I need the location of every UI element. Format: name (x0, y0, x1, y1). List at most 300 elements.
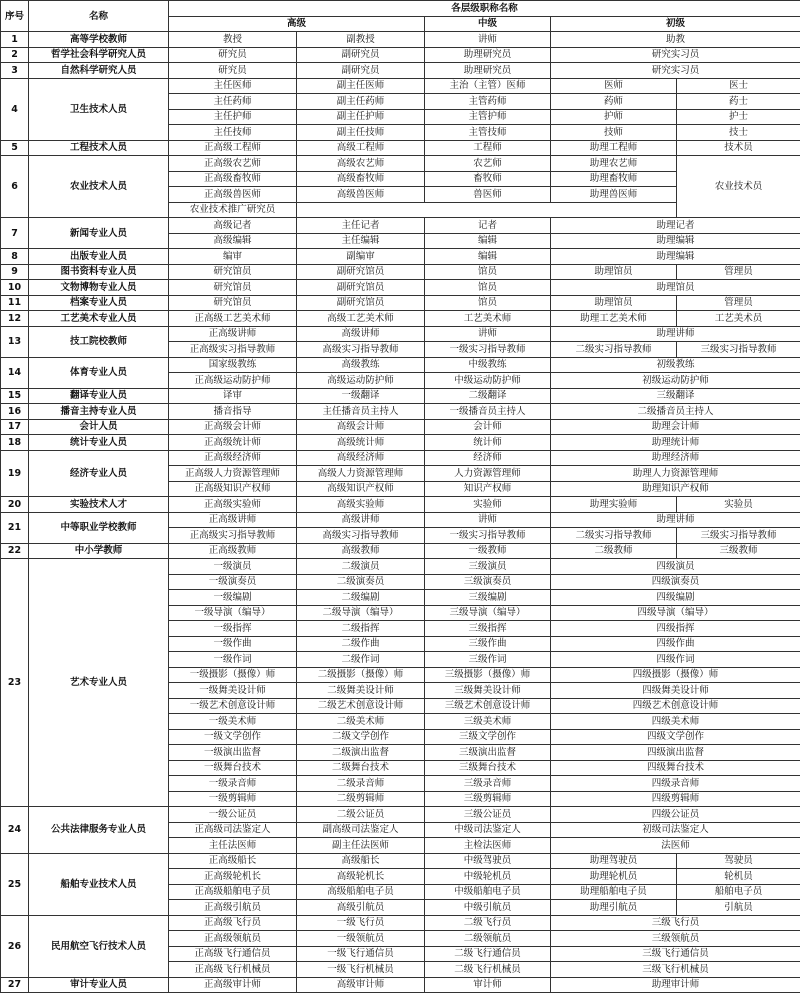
table-row (1, 140, 800, 156)
title-cell: 副主任技师 (297, 125, 425, 141)
title-cell: 二级飞行员 (425, 915, 551, 931)
title-cell: 正高级实验师 (169, 497, 297, 513)
title-cell: 主任技师 (169, 125, 297, 141)
title-cell: 二级剪辑师 (297, 791, 425, 807)
title-cell: 副研究馆员 (297, 264, 425, 280)
title-cell: 高级审计师 (297, 977, 425, 993)
title-cell: 驾驶员 (677, 853, 800, 869)
row-index: 4 (1, 78, 29, 140)
title-cell: 兽医师 (425, 187, 551, 203)
title-cell: 四级舞美设计师 (551, 683, 800, 699)
title-cell: 一级作曲 (169, 636, 297, 652)
title-cell: 正高级飞行通信员 (169, 946, 297, 962)
title-cell: 主任护师 (169, 109, 297, 125)
title-cell: 三级实习指导教师 (677, 528, 800, 544)
row-name: 会计人员 (29, 419, 169, 435)
title-cell: 助理工艺美术师 (551, 311, 677, 327)
title-cell: 正高级飞行机械员 (169, 962, 297, 978)
title-cell: 高级教师 (297, 543, 425, 559)
title-cell: 中级司法鉴定人 (425, 822, 551, 838)
row-name: 图书资料专业人员 (29, 264, 169, 280)
title-cell: 四级摄影（摄像）师 (551, 667, 800, 683)
title-cell: 主治（主管）医师 (425, 78, 551, 94)
title-cell: 引航员 (677, 900, 800, 916)
row-index: 10 (1, 280, 29, 296)
row-index: 11 (1, 295, 29, 311)
title-cell: 高级统计师 (297, 435, 425, 451)
row-index: 1 (1, 32, 29, 48)
title-cell: 高级知识产权师 (297, 481, 425, 497)
title-cell: 初级教练 (551, 357, 800, 373)
title-cell: 工程师 (425, 140, 551, 156)
title-cell: 高级经济师 (297, 450, 425, 466)
row-index: 9 (1, 264, 29, 280)
title-cell: 正高级兽医师 (169, 187, 297, 203)
row-index: 7 (1, 218, 29, 249)
title-cell: 三级摄影（摄像）师 (425, 667, 551, 683)
row-name: 经济专业人员 (29, 450, 169, 497)
table-row (1, 63, 800, 79)
title-cell: 正高级船长 (169, 853, 297, 869)
table-row (1, 218, 800, 234)
row-index: 13 (1, 326, 29, 357)
title-cell: 中级运动防护师 (425, 373, 551, 389)
title-cell: 中级驾驶员 (425, 853, 551, 869)
row-name: 实验技术人才 (29, 497, 169, 513)
title-cell: 农业技术推广研究员 (169, 202, 297, 218)
row-name: 体育专业人员 (29, 357, 169, 388)
title-cell: 三级飞行通信员 (551, 946, 800, 962)
title-cell: 研究馆员 (169, 264, 297, 280)
title-cell: 助理会计师 (551, 419, 800, 435)
title-cell: 三级演出监督 (425, 745, 551, 761)
table-row (1, 295, 800, 311)
title-cell: 助理审计师 (551, 977, 800, 993)
header-low: 初级 (551, 16, 800, 32)
title-cell: 助理驾驶员 (551, 853, 677, 869)
title-cell: 一级演出监督 (169, 745, 297, 761)
title-cell: 正高级工艺美术师 (169, 311, 297, 327)
title-cell: 三级教师 (677, 543, 800, 559)
table-row (1, 311, 800, 327)
title-cell: 一级演员 (169, 559, 297, 575)
row-index: 5 (1, 140, 29, 156)
title-cell: 高级工程师 (297, 140, 425, 156)
title-cell: 高级运动防护师 (297, 373, 425, 389)
title-cell: 主管护师 (425, 109, 551, 125)
title-cell: 三级公证员 (425, 807, 551, 823)
title-cell: 正高级教师 (169, 543, 297, 559)
row-name: 播音主持专业人员 (29, 404, 169, 420)
row-index: 19 (1, 450, 29, 497)
title-cell: 教授 (169, 32, 297, 48)
title-cell: 馆员 (425, 295, 551, 311)
title-cell: 四级舞台技术 (551, 760, 800, 776)
title-cell: 四级导演（编导） (551, 605, 800, 621)
row-index: 15 (1, 388, 29, 404)
title-cell: 会计师 (425, 419, 551, 435)
row-name: 中小学教师 (29, 543, 169, 559)
row-name: 工艺美术专业人员 (29, 311, 169, 327)
title-cell: 高级畜牧师 (297, 171, 425, 187)
title-cell: 二级翻译 (425, 388, 551, 404)
title-cell: 初级司法鉴定人 (551, 822, 800, 838)
row-index: 22 (1, 543, 29, 559)
title-cell: 助理知识产权师 (551, 481, 800, 497)
table-row (1, 512, 800, 528)
title-cell: 一级剪辑师 (169, 791, 297, 807)
title-cell: 一级舞美设计师 (169, 683, 297, 699)
title-cell: 实验员 (677, 497, 800, 513)
title-cell: 记者 (425, 218, 551, 234)
title-cell: 管理员 (677, 264, 800, 280)
title-cell: 二级舞美设计师 (297, 683, 425, 699)
title-cell: 讲师 (425, 326, 551, 342)
row-index: 16 (1, 404, 29, 420)
title-cell: 技术员 (677, 140, 800, 156)
title-cell: 讲师 (425, 512, 551, 528)
title-cell: 正高级轮机长 (169, 869, 297, 885)
empty-cell (297, 202, 677, 218)
title-cell: 二级实习指导教师 (551, 342, 677, 358)
table-row (1, 404, 800, 420)
title-cell: 一级录音师 (169, 776, 297, 792)
row-name: 档案专业人员 (29, 295, 169, 311)
row-index: 2 (1, 47, 29, 63)
row-index: 21 (1, 512, 29, 543)
title-cell: 二级作词 (297, 652, 425, 668)
title-cell: 四级作词 (551, 652, 800, 668)
title-cell: 助理研究员 (425, 63, 551, 79)
title-cell: 工艺美术师 (425, 311, 551, 327)
title-cell: 高级引航员 (297, 900, 425, 916)
title-cell: 高级兽医师 (297, 187, 425, 203)
title-cell: 四级美术师 (551, 714, 800, 730)
title-cell: 一级飞行员 (297, 915, 425, 931)
title-cell: 三级导演（编导） (425, 605, 551, 621)
title-cell: 船舶电子员 (677, 884, 800, 900)
title-cell: 高级编辑 (169, 233, 297, 249)
table-row (1, 853, 800, 869)
title-cell: 高级人力资源管理师 (297, 466, 425, 482)
title-cell: 副主任护师 (297, 109, 425, 125)
title-cell: 二级演出监督 (297, 745, 425, 761)
table-row (1, 326, 800, 342)
title-cell: 二级指挥 (297, 621, 425, 637)
title-cell: 药士 (677, 94, 800, 110)
title-cell: 二级摄影（摄像）师 (297, 667, 425, 683)
title-cell: 四级编剧 (551, 590, 800, 606)
row-name: 艺术专业人员 (29, 559, 169, 807)
title-cell: 编审 (169, 249, 297, 265)
title-cell: 二级美术师 (297, 714, 425, 730)
title-cell: 中级轮机员 (425, 869, 551, 885)
title-cell: 助理馆员 (551, 264, 677, 280)
title-cell: 馆员 (425, 280, 551, 296)
row-index: 8 (1, 249, 29, 265)
table-row (1, 264, 800, 280)
title-cell: 高级记者 (169, 218, 297, 234)
row-name: 公共法律服务专业人员 (29, 807, 169, 854)
title-cell: 二级领航员 (425, 931, 551, 947)
row-index: 26 (1, 915, 29, 977)
title-cell: 一级翻译 (297, 388, 425, 404)
title-cell: 正高级经济师 (169, 450, 297, 466)
title-cell: 助理编辑 (551, 249, 800, 265)
title-cell: 正高级农艺师 (169, 156, 297, 172)
title-cell: 三级编剧 (425, 590, 551, 606)
title-cell: 三级舞美设计师 (425, 683, 551, 699)
table-row (1, 249, 800, 265)
title-cell: 助理轮机员 (551, 869, 677, 885)
title-cell: 助理人力资源管理师 (551, 466, 800, 482)
title-cell: 高级讲师 (297, 512, 425, 528)
title-cell: 助理实验师 (551, 497, 677, 513)
title-cell: 三级录音师 (425, 776, 551, 792)
title-cell: 经济师 (425, 450, 551, 466)
title-cell: 副主任药师 (297, 94, 425, 110)
title-cell: 二级飞行机械员 (425, 962, 551, 978)
title-cell: 副研究员 (297, 63, 425, 79)
header-group: 各层级职称名称 (169, 1, 800, 17)
row-index: 25 (1, 853, 29, 915)
title-cell: 高级会计师 (297, 419, 425, 435)
title-cell: 实验师 (425, 497, 551, 513)
table-row (1, 419, 800, 435)
row-index: 24 (1, 807, 29, 854)
title-cell: 助理农艺师 (551, 156, 677, 172)
title-cell: 轮机员 (677, 869, 800, 885)
title-cell: 正高级司法鉴定人 (169, 822, 297, 838)
title-cell: 二级作曲 (297, 636, 425, 652)
title-cell: 讲师 (425, 32, 551, 48)
title-cell: 三级演奏员 (425, 574, 551, 590)
title-cell: 一级指挥 (169, 621, 297, 637)
table-row (1, 47, 800, 63)
title-cell: 助理讲师 (551, 326, 800, 342)
title-cell: 助理讲师 (551, 512, 800, 528)
title-cell: 一级飞行通信员 (297, 946, 425, 962)
title-cell: 三级翻译 (551, 388, 800, 404)
title-cell: 助理编辑 (551, 233, 800, 249)
title-cell: 一级演奏员 (169, 574, 297, 590)
row-name: 高等学校教师 (29, 32, 169, 48)
title-cell: 正高级会计师 (169, 419, 297, 435)
row-index: 12 (1, 311, 29, 327)
title-cell: 助理经济师 (551, 450, 800, 466)
title-cell: 助理馆员 (551, 280, 800, 296)
title-cell: 农业技术员 (677, 156, 800, 218)
title-cell: 三级艺术创意设计师 (425, 698, 551, 714)
title-cell: 助理馆员 (551, 295, 677, 311)
title-cell: 二级舞台技术 (297, 760, 425, 776)
title-cell: 副教授 (297, 32, 425, 48)
title-cell: 正高级审计师 (169, 977, 297, 993)
title-cell: 护师 (551, 109, 677, 125)
title-cell: 四级文学创作 (551, 729, 800, 745)
title-cell: 副研究馆员 (297, 295, 425, 311)
row-name: 新闻专业人员 (29, 218, 169, 249)
row-index: 27 (1, 977, 29, 993)
title-cell: 副高级司法鉴定人 (297, 822, 425, 838)
title-cell: 高级船舶电子员 (297, 884, 425, 900)
title-cell: 畜牧师 (425, 171, 551, 187)
title-cell: 正高级船舶电子员 (169, 884, 297, 900)
title-cell: 一级舞台技术 (169, 760, 297, 776)
title-cell: 初级运动防护师 (551, 373, 800, 389)
title-cell: 助理兽医师 (551, 187, 677, 203)
title-cell: 二级教师 (551, 543, 677, 559)
table-row (1, 156, 800, 172)
title-cell: 副研究员 (297, 47, 425, 63)
row-index: 18 (1, 435, 29, 451)
title-cell: 高级实习指导教师 (297, 528, 425, 544)
table-row (1, 915, 800, 931)
title-cell: 主任播音员主持人 (297, 404, 425, 420)
row-name: 出版专业人员 (29, 249, 169, 265)
title-cell: 药师 (551, 94, 677, 110)
title-cell: 管理员 (677, 295, 800, 311)
title-cell: 正高级知识产权师 (169, 481, 297, 497)
title-cell: 三级文学创作 (425, 729, 551, 745)
title-cell: 四级作曲 (551, 636, 800, 652)
title-cell: 二级编剧 (297, 590, 425, 606)
title-cell: 中级引航员 (425, 900, 551, 916)
row-name: 文物博物专业人员 (29, 280, 169, 296)
title-cell: 正高级畜牧师 (169, 171, 297, 187)
title-cell: 农艺师 (425, 156, 551, 172)
title-cell: 三级演员 (425, 559, 551, 575)
title-cell: 一级文学创作 (169, 729, 297, 745)
title-cell: 正高级工程师 (169, 140, 297, 156)
title-cell: 高级实验师 (297, 497, 425, 513)
title-cell: 三级领航员 (551, 931, 800, 947)
title-cell: 技师 (551, 125, 677, 141)
title-cell: 三级剪辑师 (425, 791, 551, 807)
title-cell: 二级录音师 (297, 776, 425, 792)
title-cell: 译审 (169, 388, 297, 404)
row-index: 20 (1, 497, 29, 513)
title-cell: 审计师 (425, 977, 551, 993)
title-cell: 二级实习指导教师 (551, 528, 677, 544)
title-cell: 主任药师 (169, 94, 297, 110)
title-cell: 助教 (551, 32, 800, 48)
title-cell: 正高级领航员 (169, 931, 297, 947)
title-cell: 研究员 (169, 63, 297, 79)
title-cell: 主管技师 (425, 125, 551, 141)
row-name: 民用航空飞行技术人员 (29, 915, 169, 977)
title-cell: 一级编剧 (169, 590, 297, 606)
title-cell: 国家级教练 (169, 357, 297, 373)
title-cell: 助理船舶电子员 (551, 884, 677, 900)
title-cell: 研究馆员 (169, 295, 297, 311)
title-cell: 一级导演（编导） (169, 605, 297, 621)
title-cell: 助理畜牧师 (551, 171, 677, 187)
title-cell: 三级作曲 (425, 636, 551, 652)
title-cell: 高级农艺师 (297, 156, 425, 172)
title-cell: 四级剪辑师 (551, 791, 800, 807)
title-cell: 护士 (677, 109, 800, 125)
title-cell: 中级船舶电子员 (425, 884, 551, 900)
title-cell: 正高级统计师 (169, 435, 297, 451)
title-cell: 编辑 (425, 249, 551, 265)
row-name: 审计专业人员 (29, 977, 169, 993)
title-cell: 四级指挥 (551, 621, 800, 637)
title-cell: 人力资源管理师 (425, 466, 551, 482)
title-cell: 副主任医师 (297, 78, 425, 94)
table-row (1, 559, 800, 575)
title-cell: 二级演员 (297, 559, 425, 575)
title-cell: 高级船长 (297, 853, 425, 869)
title-cell: 四级艺术创意设计师 (551, 698, 800, 714)
title-cell: 研究实习员 (551, 47, 800, 63)
title-cell: 三级实习指导教师 (677, 342, 800, 358)
header-high: 高级 (169, 16, 425, 32)
title-cell: 技士 (677, 125, 800, 141)
title-cell: 高级教练 (297, 357, 425, 373)
title-cell: 一级美术师 (169, 714, 297, 730)
title-cell: 三级作词 (425, 652, 551, 668)
title-cell: 主管药师 (425, 94, 551, 110)
title-cell: 正高级实习指导教师 (169, 528, 297, 544)
title-cell: 高级实习指导教师 (297, 342, 425, 358)
table-row (1, 357, 800, 373)
row-name: 工程技术人员 (29, 140, 169, 156)
table-row (1, 977, 800, 993)
row-name: 自然科学研究人员 (29, 63, 169, 79)
title-cell: 研究员 (169, 47, 297, 63)
title-cell: 四级演奏员 (551, 574, 800, 590)
title-cell: 四级公证员 (551, 807, 800, 823)
title-cell: 三级美术师 (425, 714, 551, 730)
title-cell: 正高级讲师 (169, 326, 297, 342)
title-cell: 助理记者 (551, 218, 800, 234)
row-name: 中等职业学校教师 (29, 512, 169, 543)
header-index: 序号 (1, 1, 29, 32)
row-index: 6 (1, 156, 29, 218)
title-cell: 二级文学创作 (297, 729, 425, 745)
title-cell: 一级播音员主持人 (425, 404, 551, 420)
title-cell: 馆员 (425, 264, 551, 280)
header-name: 名称 (29, 1, 169, 32)
table-row (1, 388, 800, 404)
title-cell: 助理引航员 (551, 900, 677, 916)
title-cell: 一级摄影（摄像）师 (169, 667, 297, 683)
title-cell: 播音指导 (169, 404, 297, 420)
row-name: 农业技术人员 (29, 156, 169, 218)
table-row (1, 807, 800, 823)
row-name: 翻译专业人员 (29, 388, 169, 404)
row-name: 统计专业人员 (29, 435, 169, 451)
title-cell: 二级艺术创意设计师 (297, 698, 425, 714)
title-cell: 高级讲师 (297, 326, 425, 342)
title-cell: 正高级实习指导教师 (169, 342, 297, 358)
title-cell: 二级飞行通信员 (425, 946, 551, 962)
title-cell: 正高级人力资源管理师 (169, 466, 297, 482)
title-cell: 二级导演（编导） (297, 605, 425, 621)
title-cell: 正高级运动防护师 (169, 373, 297, 389)
title-cell: 一级公证员 (169, 807, 297, 823)
title-cell: 研究实习员 (551, 63, 800, 79)
title-cell: 主任医师 (169, 78, 297, 94)
title-cell: 三级飞行机械员 (551, 962, 800, 978)
title-cell: 三级飞行员 (551, 915, 800, 931)
title-cell: 统计师 (425, 435, 551, 451)
row-name: 技工院校教师 (29, 326, 169, 357)
row-index: 23 (1, 559, 29, 807)
title-cell: 知识产权师 (425, 481, 551, 497)
title-cell: 一级领航员 (297, 931, 425, 947)
